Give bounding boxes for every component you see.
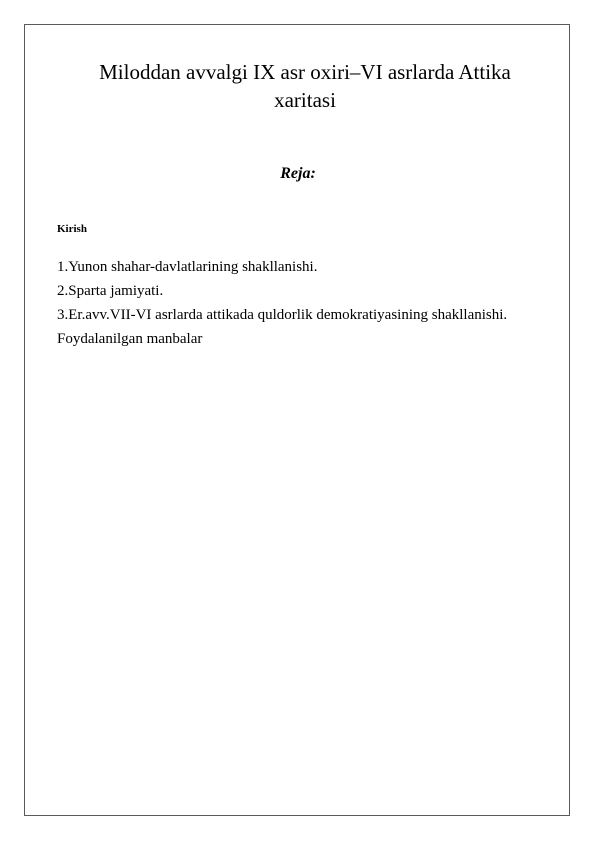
- plan-item-sources: Foydalanilgan manbalar: [57, 331, 203, 347]
- intro-label: Kirish: [57, 223, 87, 235]
- document-title: Miloddan avvalgi IX asr oxiri–VI asrlarda Attika xaritasi: [99, 60, 511, 112]
- page-border: [24, 24, 570, 816]
- plan-item-2: 2.Sparta jamiyati.: [57, 283, 164, 299]
- plan-item-3: 3.Er.avv.VII-VI asrlarda attikada quldorlik demokratiyasining shakllanishi.: [57, 307, 508, 323]
- plan-heading: Reja:: [280, 165, 316, 182]
- plan-list: [57, 255, 507, 351]
- plan-item-1: 1.Yunon shahar-davlatlarining shakllanishi.: [57, 259, 318, 275]
